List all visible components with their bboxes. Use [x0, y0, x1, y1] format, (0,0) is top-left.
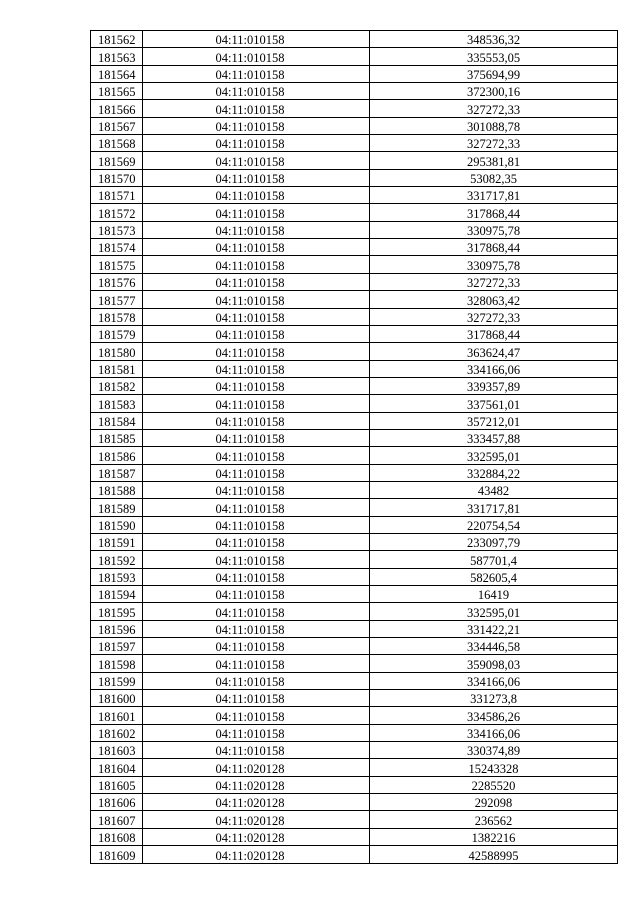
cell-amount: 335553,05: [370, 48, 618, 65]
cell-number: 181600: [91, 690, 143, 707]
table-row: [91, 395, 618, 412]
table-row: [91, 256, 618, 273]
cell-code: 04:11:010158: [143, 256, 370, 273]
cell-number: 181574: [91, 239, 143, 256]
table-row: [91, 447, 618, 464]
cell-code: 04:11:010158: [143, 429, 370, 446]
table-row: [91, 724, 618, 741]
cell-number: 181582: [91, 377, 143, 394]
cell-amount: 330975,78: [370, 256, 618, 273]
table-row: [91, 221, 618, 238]
cell-code: 04:11:010158: [143, 516, 370, 533]
cell-code: 04:11:010158: [143, 638, 370, 655]
cell-code: 04:11:010158: [143, 655, 370, 672]
cell-code: 04:11:010158: [143, 742, 370, 759]
cell-amount: 220754,54: [370, 516, 618, 533]
cell-number: 181604: [91, 759, 143, 776]
cell-number: 181594: [91, 586, 143, 603]
cell-number: 181570: [91, 169, 143, 186]
cell-amount: 236562: [370, 811, 618, 828]
cell-code: 04:11:020128: [143, 846, 370, 863]
cell-amount: 328063,42: [370, 291, 618, 308]
cell-amount: 2285520: [370, 776, 618, 793]
cell-code: 04:11:010158: [143, 152, 370, 169]
cell-amount: 332595,01: [370, 447, 618, 464]
table-row: [91, 152, 618, 169]
table-row: [91, 48, 618, 65]
cell-code: 04:11:010158: [143, 325, 370, 342]
table-body: [91, 31, 618, 864]
table-row: [91, 672, 618, 689]
cell-amount: 53082,35: [370, 169, 618, 186]
table-row: [91, 568, 618, 585]
cell-amount: 332884,22: [370, 464, 618, 481]
cell-amount: 359098,03: [370, 655, 618, 672]
cell-amount: 339357,89: [370, 377, 618, 394]
table-row: [91, 811, 618, 828]
cell-amount: 16419: [370, 586, 618, 603]
cell-code: 04:11:010158: [143, 603, 370, 620]
cell-number: 181588: [91, 481, 143, 498]
cell-number: 181564: [91, 65, 143, 82]
cell-number: 181605: [91, 776, 143, 793]
cell-amount: 334166,06: [370, 360, 618, 377]
cell-code: 04:11:010158: [143, 672, 370, 689]
cell-number: 181568: [91, 135, 143, 152]
cell-amount: 375694,99: [370, 65, 618, 82]
table-row: [91, 31, 618, 48]
cell-amount: 317868,44: [370, 204, 618, 221]
cell-number: 181608: [91, 828, 143, 845]
cell-number: 181606: [91, 794, 143, 811]
cell-number: 181575: [91, 256, 143, 273]
cell-code: 04:11:010158: [143, 204, 370, 221]
cell-code: 04:11:010158: [143, 568, 370, 585]
cell-amount: 327272,33: [370, 135, 618, 152]
cell-amount: 327272,33: [370, 100, 618, 117]
cell-number: 181592: [91, 551, 143, 568]
cell-number: 181595: [91, 603, 143, 620]
table-row: [91, 690, 618, 707]
cell-amount: 337561,01: [370, 395, 618, 412]
data-table: [90, 30, 618, 864]
cell-number: 181609: [91, 846, 143, 863]
table-row: [91, 499, 618, 516]
table-row: [91, 65, 618, 82]
table-row: [91, 239, 618, 256]
cell-number: 181581: [91, 360, 143, 377]
cell-code: 04:11:010158: [143, 187, 370, 204]
cell-code: 04:11:010158: [143, 48, 370, 65]
cell-amount: 357212,01: [370, 412, 618, 429]
cell-amount: 292098: [370, 794, 618, 811]
cell-amount: 330975,78: [370, 221, 618, 238]
table-row: [91, 707, 618, 724]
cell-amount: 233097,79: [370, 533, 618, 550]
table-row: [91, 291, 618, 308]
table-row: [91, 412, 618, 429]
cell-number: 181573: [91, 221, 143, 238]
cell-amount: 327272,33: [370, 273, 618, 290]
cell-number: 181585: [91, 429, 143, 446]
cell-number: 181578: [91, 308, 143, 325]
table-row: [91, 273, 618, 290]
table-row: [91, 846, 618, 863]
cell-code: 04:11:010158: [143, 135, 370, 152]
cell-code: 04:11:010158: [143, 100, 370, 117]
table-row: [91, 169, 618, 186]
cell-amount: 301088,78: [370, 117, 618, 134]
cell-code: 04:11:020128: [143, 828, 370, 845]
cell-code: 04:11:010158: [143, 690, 370, 707]
cell-code: 04:11:010158: [143, 291, 370, 308]
cell-amount: 334166,06: [370, 724, 618, 741]
table-row: [91, 603, 618, 620]
table-row: [91, 481, 618, 498]
cell-amount: 587701,4: [370, 551, 618, 568]
table-row: [91, 464, 618, 481]
cell-amount: 331422,21: [370, 620, 618, 637]
cell-number: 181576: [91, 273, 143, 290]
table-row: [91, 325, 618, 342]
cell-code: 04:11:010158: [143, 447, 370, 464]
table-row: [91, 742, 618, 759]
cell-number: 181603: [91, 742, 143, 759]
cell-amount: 42588995: [370, 846, 618, 863]
cell-number: 181583: [91, 395, 143, 412]
cell-amount: 317868,44: [370, 239, 618, 256]
cell-amount: 334586,26: [370, 707, 618, 724]
cell-code: 04:11:020128: [143, 811, 370, 828]
table-row: [91, 187, 618, 204]
cell-code: 04:11:010158: [143, 724, 370, 741]
table-row: [91, 377, 618, 394]
cell-number: 181593: [91, 568, 143, 585]
table-row: [91, 655, 618, 672]
table-row: [91, 83, 618, 100]
cell-amount: 43482: [370, 481, 618, 498]
cell-code: 04:11:020128: [143, 794, 370, 811]
cell-number: 181601: [91, 707, 143, 724]
table-row: [91, 135, 618, 152]
cell-number: 181591: [91, 533, 143, 550]
cell-amount: 334166,06: [370, 672, 618, 689]
table-row: [91, 533, 618, 550]
table-row: [91, 100, 618, 117]
cell-code: 04:11:020128: [143, 776, 370, 793]
cell-code: 04:11:010158: [143, 343, 370, 360]
cell-amount: 331717,81: [370, 187, 618, 204]
cell-code: 04:11:010158: [143, 239, 370, 256]
cell-amount: 332595,01: [370, 603, 618, 620]
cell-number: 181598: [91, 655, 143, 672]
cell-code: 04:11:010158: [143, 117, 370, 134]
cell-code: 04:11:010158: [143, 360, 370, 377]
cell-code: 04:11:010158: [143, 499, 370, 516]
table-row: [91, 429, 618, 446]
table-row: [91, 828, 618, 845]
table-row: [91, 360, 618, 377]
cell-number: 181580: [91, 343, 143, 360]
cell-code: 04:11:010158: [143, 221, 370, 238]
cell-amount: 330374,89: [370, 742, 618, 759]
cell-number: 181569: [91, 152, 143, 169]
cell-code: 04:11:010158: [143, 412, 370, 429]
cell-code: 04:11:010158: [143, 533, 370, 550]
cell-number: 181579: [91, 325, 143, 342]
cell-amount: 372300,16: [370, 83, 618, 100]
cell-number: 181562: [91, 31, 143, 48]
cell-amount: 363624,47: [370, 343, 618, 360]
cell-code: 04:11:010158: [143, 169, 370, 186]
cell-number: 181584: [91, 412, 143, 429]
cell-code: 04:11:010158: [143, 65, 370, 82]
table-row: [91, 308, 618, 325]
table-row: [91, 620, 618, 637]
cell-number: 181602: [91, 724, 143, 741]
cell-number: 181571: [91, 187, 143, 204]
cell-amount: 331717,81: [370, 499, 618, 516]
cell-amount: 333457,88: [370, 429, 618, 446]
table-row: [91, 204, 618, 221]
cell-amount: 295381,81: [370, 152, 618, 169]
cell-number: 181563: [91, 48, 143, 65]
cell-code: 04:11:010158: [143, 464, 370, 481]
cell-code: 04:11:020128: [143, 759, 370, 776]
cell-amount: 582605,4: [370, 568, 618, 585]
cell-amount: 1382216: [370, 828, 618, 845]
cell-number: 181566: [91, 100, 143, 117]
cell-number: 181599: [91, 672, 143, 689]
cell-code: 04:11:010158: [143, 395, 370, 412]
table-row: [91, 759, 618, 776]
cell-number: 181577: [91, 291, 143, 308]
cell-number: 181565: [91, 83, 143, 100]
cell-code: 04:11:010158: [143, 481, 370, 498]
cell-code: 04:11:010158: [143, 586, 370, 603]
cell-code: 04:11:010158: [143, 707, 370, 724]
cell-code: 04:11:010158: [143, 31, 370, 48]
cell-number: 181572: [91, 204, 143, 221]
cell-number: 181587: [91, 464, 143, 481]
cell-amount: 331273,8: [370, 690, 618, 707]
table-row: [91, 516, 618, 533]
cell-code: 04:11:010158: [143, 83, 370, 100]
cell-code: 04:11:010158: [143, 308, 370, 325]
cell-amount: 317868,44: [370, 325, 618, 342]
cell-number: 181597: [91, 638, 143, 655]
table-row: [91, 551, 618, 568]
cell-code: 04:11:010158: [143, 620, 370, 637]
cell-code: 04:11:010158: [143, 377, 370, 394]
cell-number: 181596: [91, 620, 143, 637]
cell-amount: 15243328: [370, 759, 618, 776]
cell-amount: 327272,33: [370, 308, 618, 325]
cell-number: 181586: [91, 447, 143, 464]
cell-amount: 334446,58: [370, 638, 618, 655]
cell-number: 181590: [91, 516, 143, 533]
table-row: [91, 586, 618, 603]
cell-code: 04:11:010158: [143, 273, 370, 290]
cell-number: 181607: [91, 811, 143, 828]
table-row: [91, 343, 618, 360]
table-row: [91, 117, 618, 134]
cell-code: 04:11:010158: [143, 551, 370, 568]
cell-number: 181567: [91, 117, 143, 134]
table-row: [91, 794, 618, 811]
table-row: [91, 638, 618, 655]
table-row: [91, 776, 618, 793]
cell-number: 181589: [91, 499, 143, 516]
cell-amount: 348536,32: [370, 31, 618, 48]
